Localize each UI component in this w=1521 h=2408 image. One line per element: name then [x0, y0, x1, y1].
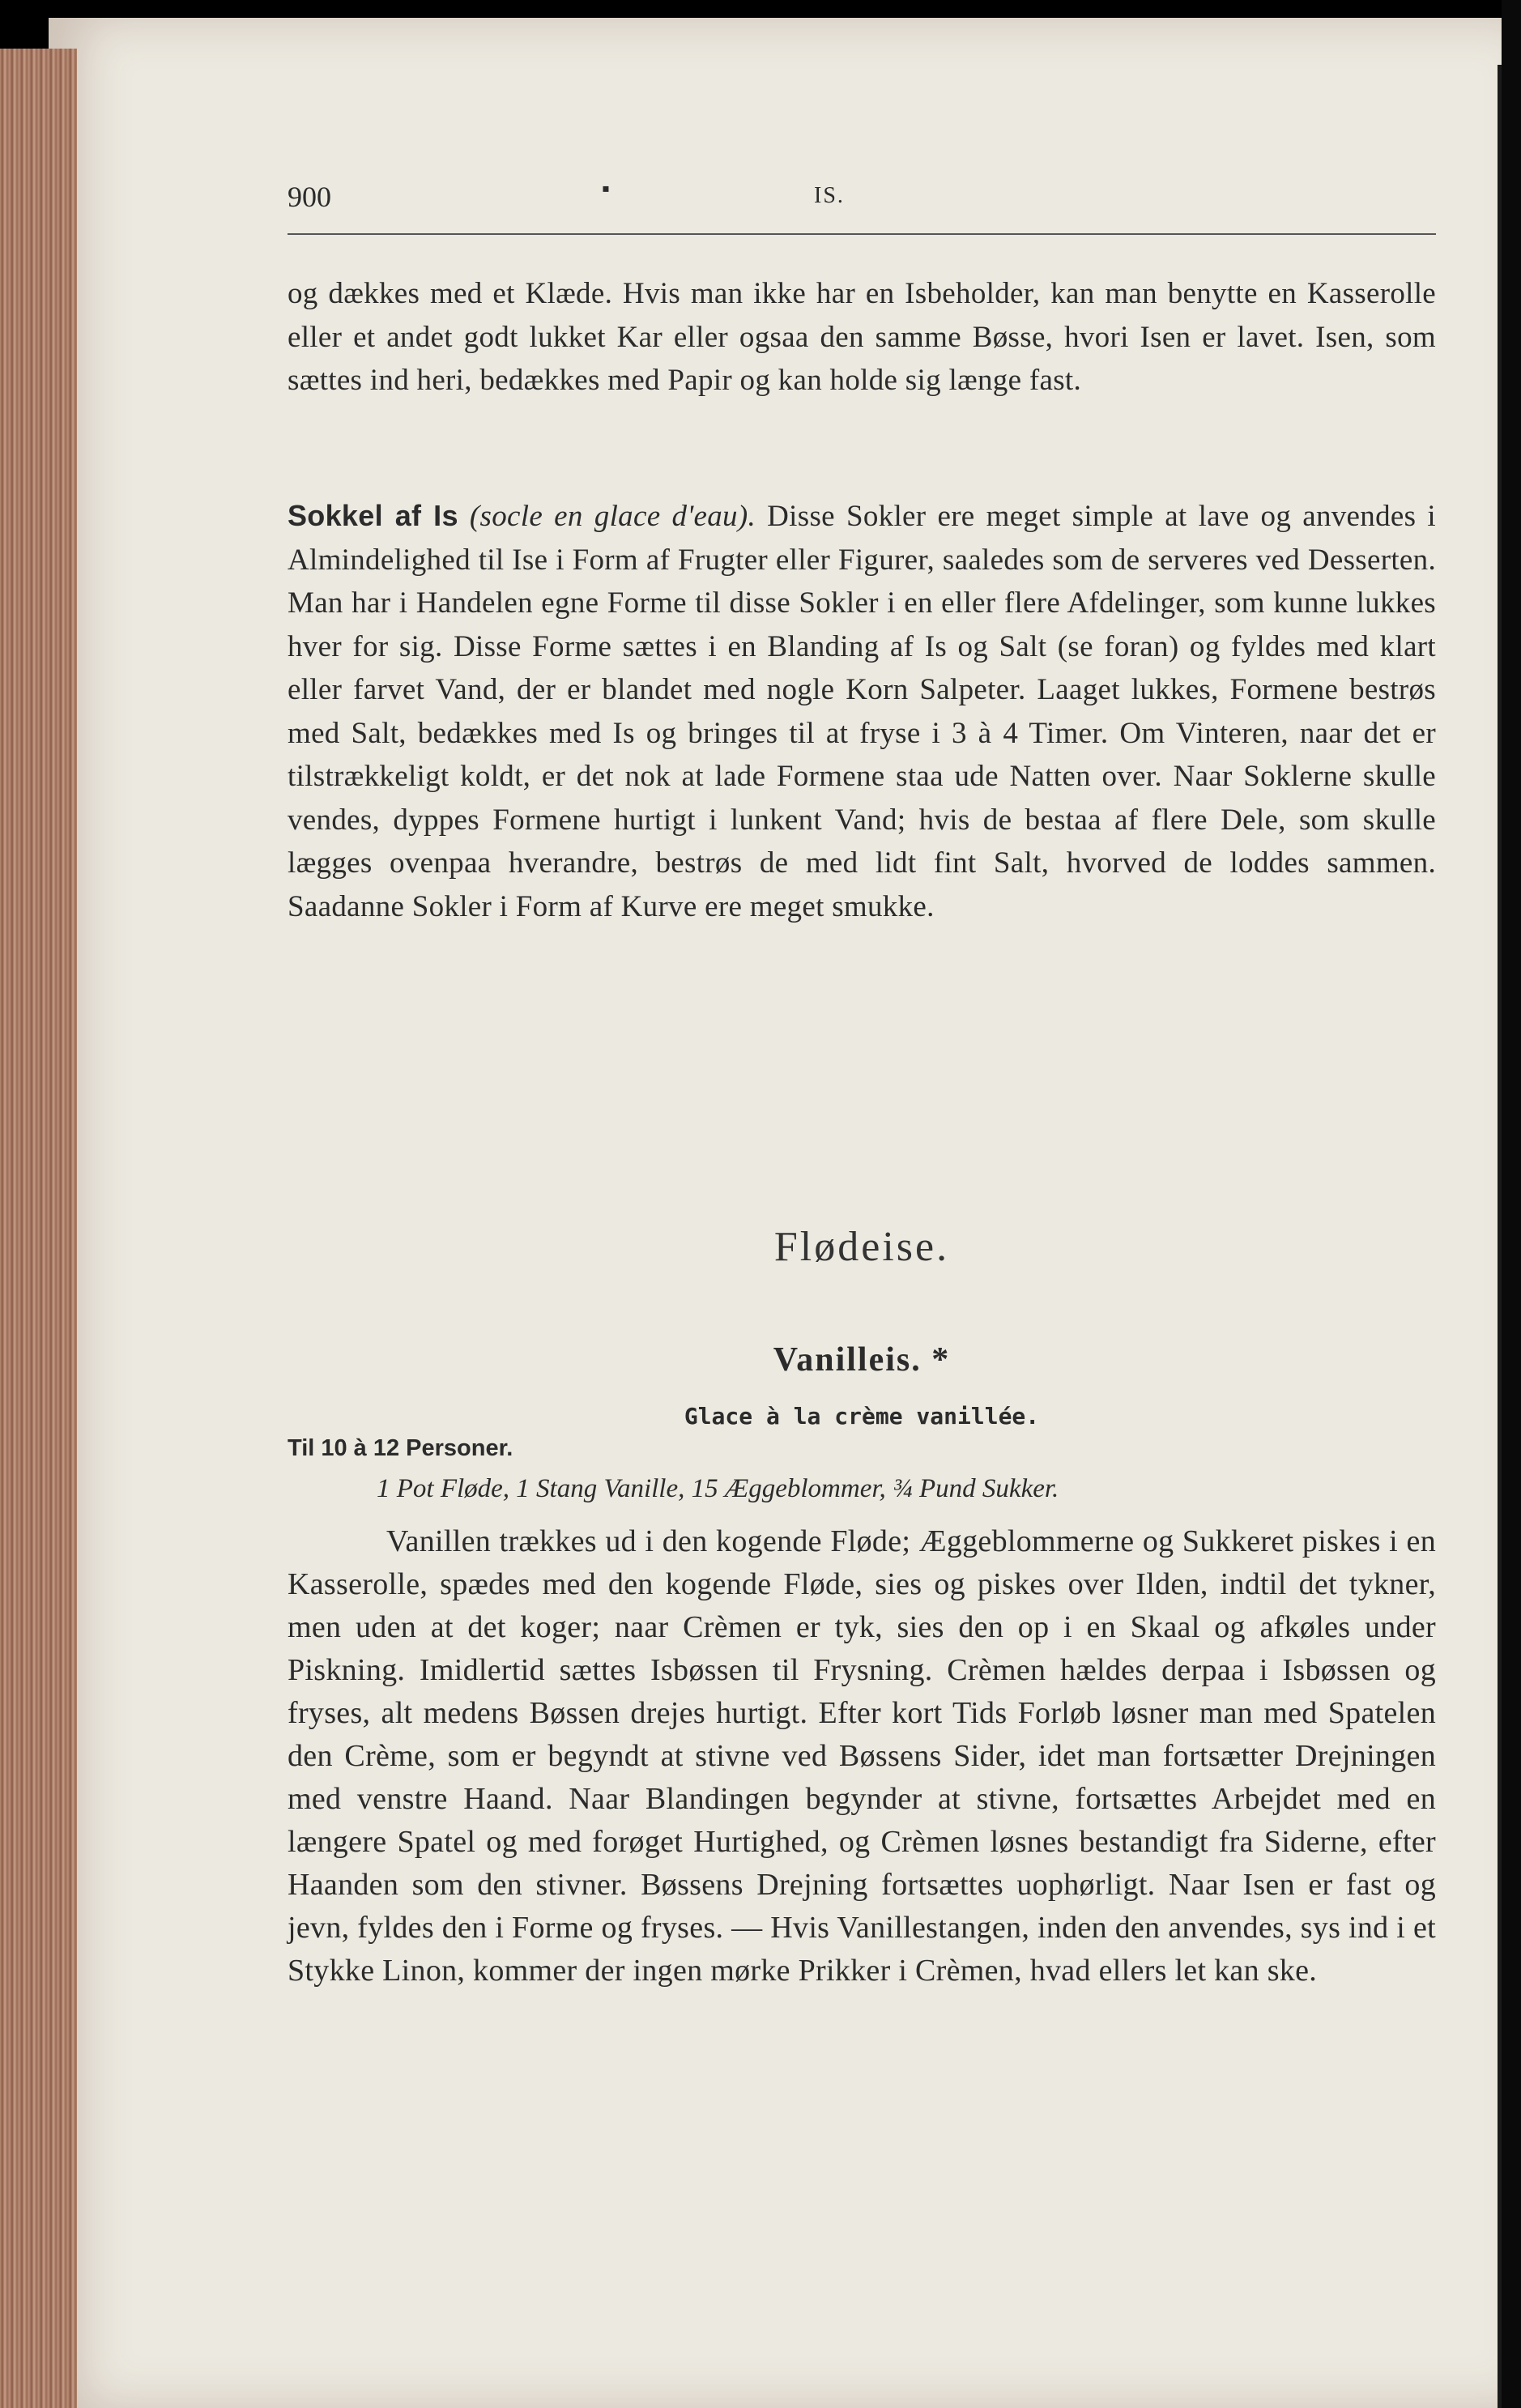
recipe-title: Vanilleis. *	[773, 1341, 951, 1379]
recipe-servings: Til 10 à 12 Personer.	[288, 1435, 513, 1461]
page-number: 900	[288, 181, 331, 213]
page-header	[288, 177, 1446, 228]
paragraph-lead: Sokkel af Is	[288, 499, 458, 532]
french-term: (socle en glace d'eau).	[469, 500, 756, 533]
running-head: IS.	[814, 183, 845, 208]
recipe-ingredients: 1 Pot Fløde, 1 Stang Vanille, 15 Æggeblommer, ¾ Pund Sukker.	[377, 1474, 1059, 1503]
paragraph-continued: og dækkes med et Klæde. Hvis man ikke har en Isbeholder, kan man benytte en Kasserolle eller et andet godt lukket Kar eller ogsaa den samme Bøsse, hvori Isen er lavet. Isen, som sættes ind heri, bedækkes med Papir og kan holde sig længe fast.	[288, 277, 1436, 397]
header-rule	[288, 233, 1436, 235]
recipe-instructions: Vanillen trækkes ud i den kogende Fløde; Æggeblommerne og Sukkeret piskes i en Kasserolle, spædes med den kogende Fløde, sies og piskes over Ilden, indtil det tykner, men uden at det koger; naar Crèmen er tyk, sies den op i en Skaal og afkøles under Piskning. Imidlertid sættes Isbøssen til Frysning. Crèmen hældes derpaa i Isbøssen og fryses, alt medens Bøssen drejes hurtigt. Efter kort Tids Forløb løsner man med Spatelen den Crème, som er begyndt at stivne ved Bøssens Sider, idet man fortsætter Drejningen med venstre Haand. Naar Blandingen begynder at stivne, fortsættes Arbejdet med en længere Spatel og med forøget Hurtighed, og Crèmen løsnes bestandigt fra Siderne, efter Haanden som den stivner. Bøssens Drejning fortsættes uophørligt. Naar Isen er fast og jevn, fyldes den i Forme og fryses. — Hvis Vanillestangen, inden den anvendes, sys ind i et Stykke Linon, kommer der ingen mørke Prikker i Crèmen, hvad ellers let kan ske.	[288, 1524, 1436, 1988]
section-title: Flødeise.	[773, 1224, 950, 1270]
book-spine-edge	[0, 49, 77, 2408]
paragraph-sokkel	[288, 494, 1436, 928]
scan-border	[1502, 0, 1521, 2408]
paragraph-body: Disse Sokler ere meget simple at lave og anvendes i Almindelighed til Ise i Form af Frugter eller Figurer, saaledes som de serveres ved Desserten. Man har i Handelen egne Forme til disse Sokler i en eller flere Afdelinger, som kunne lukkes hver for sig. Disse Forme sættes i en Blanding af Is og Salt (se foran) og fyldes med klart eller farvet Vand, der er blandet med nogle Korn Salpeter. Laaget lukkes, Formene bestrøs med Salt, bedækkes med Is og bringes til at fryse i 3 à 4 Timer. Om Vinteren, naar det er tilstrækkeligt koldt, er det nok at lade Formene staa ude Natten over. Naar Soklerne skulle vendes, dyppes Formene hurtigt i lunkent Vand; hvis de bestaa af flere Dele, som skulle lægges ovenpaa hverandre, bestrøs de med lidt fint Salt, hvorved de loddes sammen. Saadanne Sokler i Form af Kurve ere meget smukke.	[288, 500, 1436, 923]
recipe-subtitle: Glace à la crème vanillée.	[684, 1403, 1040, 1430]
print-speck: ▪	[602, 177, 610, 202]
